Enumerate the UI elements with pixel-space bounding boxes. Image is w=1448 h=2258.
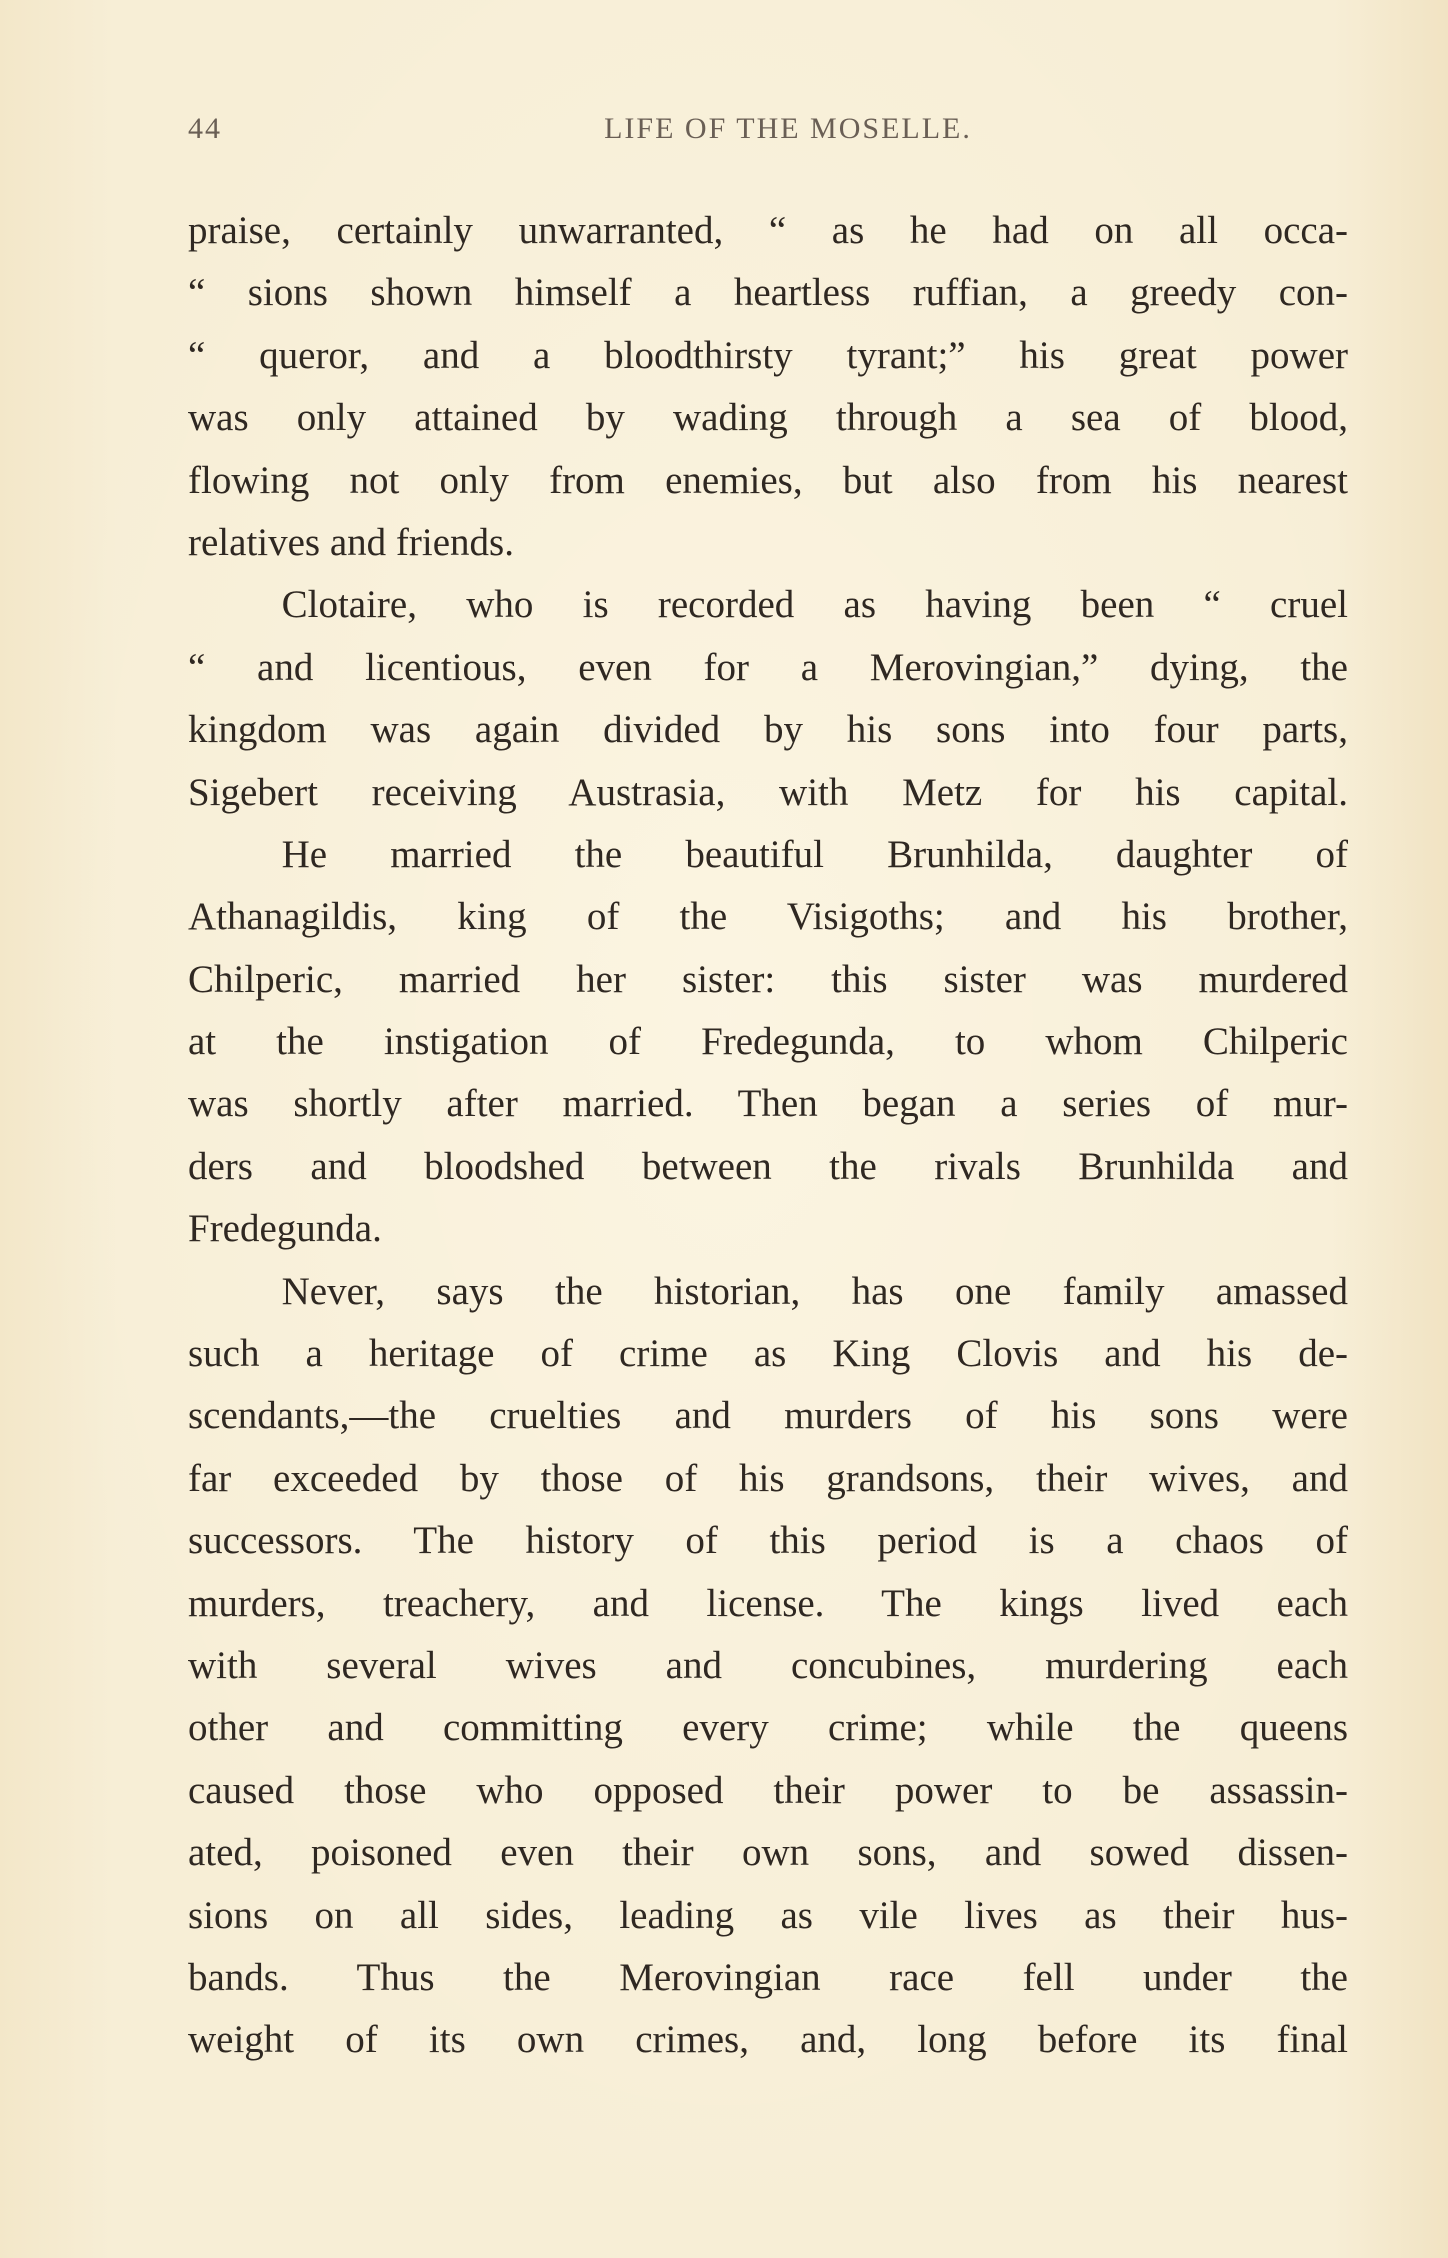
text-line: bands. Thus the Merovingian race fell under the	[188, 1955, 1348, 1999]
text-line: Never, says the historian, has one family amassed	[281, 1269, 1348, 1313]
text-line: “ and licentious, even for a Merovingian,” dying, the	[188, 645, 1348, 689]
text-line: weight of its own crimes, and, long before its final	[188, 2018, 1348, 2062]
text-line: sions on all sides, leading as vile lives as their hus-	[188, 1893, 1348, 1937]
text-line: flowing not only from enemies, but also from his nearest	[188, 458, 1348, 502]
text-line: such a heritage of crime as King Clovis and his de-	[188, 1332, 1348, 1376]
running-head: LIFE OF THE MOSELLE.	[604, 112, 972, 145]
text-line: ders and bloodshed between the rivals Brunhilda and	[188, 1144, 1348, 1188]
text-line: Clotaire, who is recorded as having been “ cruel	[281, 583, 1348, 627]
text-line: was only attained by wading through a sea of blood,	[188, 396, 1348, 440]
text-line: ated, poisoned even their own sons, and sowed dissen-	[188, 1831, 1348, 1875]
text-line: at the instigation of Fredegunda, to whom Chilperic	[188, 1020, 1348, 1064]
body-text	[188, 200, 1348, 2072]
text-line: with several wives and concubines, murdering each	[188, 1643, 1348, 1687]
page-header	[188, 112, 1348, 152]
text-line: He married the beautiful Brunhilda, daughter of	[281, 832, 1348, 876]
text-line: Chilperic, married her sister: this sister was murdered	[188, 957, 1348, 1001]
text-line: Fredegunda.	[188, 1207, 382, 1251]
text-line: kingdom was again divided by his sons into four parts,	[188, 708, 1348, 752]
page-number: 44	[188, 112, 222, 145]
text-line: Athanagildis, king of the Visigoths; and his brother,	[188, 895, 1348, 939]
text-line: far exceeded by those of his grandsons, their wives, and	[188, 1456, 1348, 1500]
text-line: “ sions shown himself a heartless ruffian, a greedy con-	[188, 271, 1348, 315]
text-line: Sigebert receiving Austrasia, with Metz for his capital.	[188, 770, 1348, 814]
text-line: successors. The history of this period is a chaos of	[188, 1519, 1348, 1563]
text-line: other and committing every crime; while the queens	[188, 1706, 1348, 1750]
text-line: caused those who opposed their power to be assassin-	[188, 1768, 1348, 1812]
text-line: murders, treachery, and license. The kings lived each	[188, 1581, 1348, 1625]
text-line: “ queror, and a bloodthirsty tyrant;” his great power	[188, 333, 1348, 377]
text-line: relatives and friends.	[188, 520, 514, 564]
text-line: praise, certainly unwarranted, “ as he had on all occa-	[188, 209, 1348, 252]
text-line: scendants,—the cruelties and murders of his sons were	[188, 1394, 1348, 1438]
text-line: was shortly after married. Then began a series of mur-	[188, 1082, 1348, 1126]
